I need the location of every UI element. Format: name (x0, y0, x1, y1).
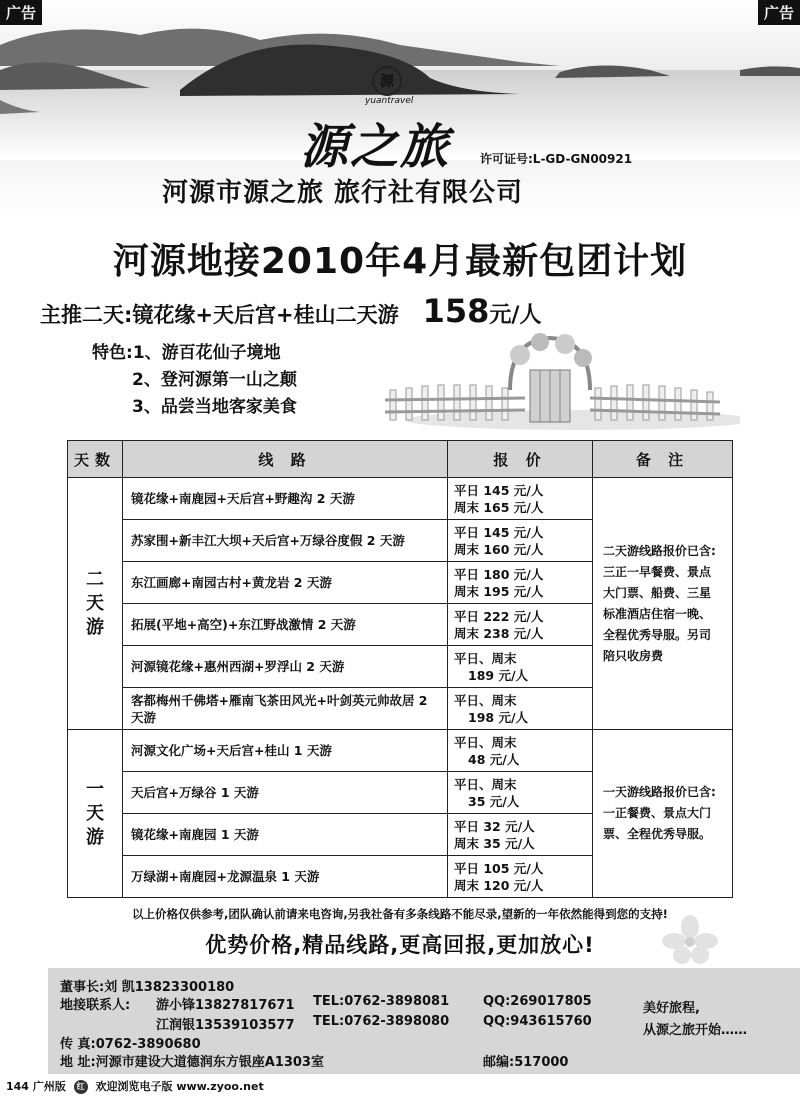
address: 地 址:河源市建设大道德润东方银座A1303室 (60, 1055, 324, 1070)
liaison-qq-2: QQ:943615760 (483, 1014, 592, 1029)
liaison-qq-1: QQ:269017805 (483, 994, 592, 1009)
price-cell: 平日、周末 35 元/人 (448, 772, 593, 814)
postcode: 邮编:517000 (483, 1055, 569, 1070)
two-day-note: 二天游线路报价已含:三正一早餐费、景点大门票、船费、三星标准酒店住宿一晚、全程优秀导服。另司陪只收房费 (593, 478, 733, 730)
price-cell: 平日 145 元/人 周末 160 元/人 (448, 520, 593, 562)
price-cell: 平日 222 元/人 周末 238 元/人 (448, 604, 593, 646)
flower-icon (660, 915, 720, 965)
table-row (68, 478, 733, 520)
header-note: 备 注 (593, 441, 733, 478)
price-cell: 平日 180 元/人 周末 195 元/人 (448, 562, 593, 604)
edition-label: 广州版 (32, 1080, 66, 1093)
liaison-tel-1: TEL:0762-3898081 (313, 994, 450, 1009)
page-number: 144 (6, 1080, 29, 1093)
route-cell: 拓展(平地+高空)+东江野战激情 2 天游 (123, 604, 448, 646)
liaison-tel-2: TEL:0762-3898080 (313, 1014, 450, 1029)
one-day-label: 一 天 游 (68, 730, 123, 898)
route-cell: 万绿湖+南鹿园+龙源温泉 1 天游 (123, 856, 448, 898)
price-disclaimer: 以上价格仅供参考,团队确认前请来电咨询,另我社备有多条线路不能尽录,望新的一年依然能得到您的支持! (132, 907, 668, 921)
liaison-person-2: 江润银13539103577 (156, 1018, 295, 1033)
ad-tag-right: 广告 (758, 0, 800, 25)
brand-logo-icon: 源 (372, 66, 402, 96)
brand-script-title: 源之旅 (300, 119, 451, 175)
header-days: 天数 (68, 441, 123, 478)
page-footer (6, 1078, 264, 1094)
route-cell: 东江画廊+南园古村+黄龙岩 2 天游 (123, 562, 448, 604)
flower-decoration (660, 915, 720, 969)
tour-price-table (67, 440, 733, 898)
route-cell: 河源文化广场+天后宫+桂山 1 天游 (123, 730, 448, 772)
company-name: 河源市源之旅 旅行社有限公司 (162, 178, 524, 208)
route-cell: 苏家围+新丰江大坝+天后宫+万绿谷度假 2 天游 (123, 520, 448, 562)
fence-icon (380, 330, 740, 430)
featured-label: 主推二天: (40, 303, 133, 327)
featured-route: 镜花缘+天后宫+桂山二天游 (132, 303, 399, 327)
page-headline: 河源地接2010年4月最新包团计划 (112, 241, 688, 282)
fax-number: 传 真:0762-3890680 (60, 1037, 201, 1052)
featured-tour (40, 292, 541, 330)
ad-tag-left: 广告 (0, 0, 42, 25)
closing-message: 美好旅程, 从源之旅开始…… (643, 1001, 748, 1038)
edition-badge-icon: 红 (74, 1080, 88, 1094)
price-cell: 平日 105 元/人 周末 120 元/人 (448, 856, 593, 898)
logo-subtitle: yuantravel (365, 96, 414, 106)
liaison-label: 地接联系人: (60, 998, 131, 1013)
route-cell: 天后宫+万绿谷 1 天游 (123, 772, 448, 814)
price-cell: 平日 32 元/人 周末 35 元/人 (448, 814, 593, 856)
table-row (68, 730, 733, 772)
one-day-note: 一天游线路报价已含:一正餐费、景点大门票、全程优秀导服。 (593, 730, 733, 898)
features-title: 特色: (92, 343, 133, 363)
route-cell: 镜花缘+南鹿园 1 天游 (123, 814, 448, 856)
price-cell: 平日 145 元/人 周末 165 元/人 (448, 478, 593, 520)
featured-price-unit: 元/人 (489, 303, 542, 328)
features-list (92, 340, 297, 421)
feature-item: 2、登河源第一山之颠 (132, 370, 297, 390)
header-price: 报 价 (448, 441, 593, 478)
route-cell: 客都梅州千佛塔+雁南飞茶田风光+叶剑英元帅故居 2 天游 (123, 688, 448, 730)
license-number: 许可证号:L-GD-GN00921 (480, 152, 633, 166)
table-header-row (68, 441, 733, 478)
feature-item: 3、品尝当地客家美食 (132, 397, 297, 417)
two-day-label: 二 天 游 (68, 478, 123, 730)
route-cell: 河源镜花缘+惠州西湖+罗浮山 2 天游 (123, 646, 448, 688)
liaison-person-1: 游小锋13827817671 (156, 998, 295, 1013)
price-cell: 平日、周末 189 元/人 (448, 646, 593, 688)
footer-website[interactable]: 欢迎浏览电子版 www.zyoo.net (95, 1080, 264, 1093)
contact-panel (48, 968, 800, 1074)
feature-item: 1、游百花仙子境地 (132, 343, 281, 363)
price-cell: 平日、周末 198 元/人 (448, 688, 593, 730)
header-route: 线 路 (123, 441, 448, 478)
chairman-contact: 董事长:刘 凯13823300180 (60, 980, 235, 995)
route-cell: 镜花缘+南鹿园+天后宫+野趣沟 2 天游 (123, 478, 448, 520)
price-cell: 平日、周末 48 元/人 (448, 730, 593, 772)
featured-price: 158 (422, 292, 490, 330)
garden-fence-illustration (380, 330, 740, 430)
slogan: 优势价格,精品线路,更高回报,更加放心! (205, 933, 595, 957)
